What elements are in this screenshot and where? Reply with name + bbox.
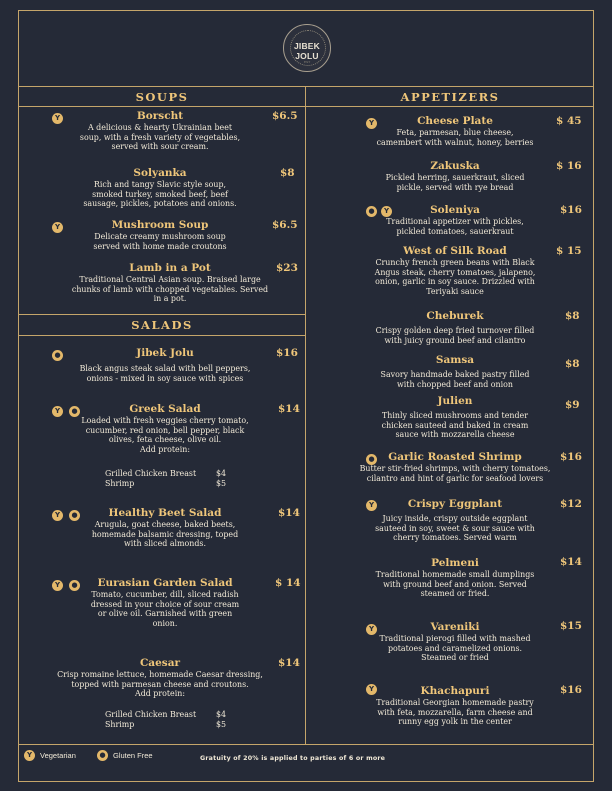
- menu-item-mushroom-soup: [45, 219, 275, 251]
- item-price: $16: [276, 347, 298, 359]
- item-desc-line: chicken sauteed and baked in cream: [381, 420, 529, 430]
- section-title-soups: SOUPS: [135, 90, 189, 104]
- item-name: West of Silk Road: [403, 245, 507, 257]
- item-price: $14: [278, 657, 300, 669]
- item-desc-line: Loaded with fresh veggies cherry tomato,: [81, 416, 249, 425]
- section-title-appetizers: APPETIZERS: [400, 90, 500, 104]
- logo-subtext: EST: [303, 60, 311, 64]
- item-desc-line: in a pot.: [153, 294, 187, 304]
- item-desc-line: Add protein:: [140, 444, 190, 454]
- item-desc-line: potatoes and caramelized onions.: [387, 643, 523, 653]
- legend-gluten-free-label: Gluten Free: [113, 751, 153, 760]
- item-desc-line: sauteed in soy, sweet & sour sauce with: [375, 523, 535, 533]
- menu-item-jibek-jolu: [45, 347, 285, 383]
- item-name: Jibek Jolu: [136, 347, 194, 359]
- gluten-free-icon: ●: [97, 750, 108, 761]
- item-price: $8: [280, 167, 295, 179]
- item-price: $14: [278, 507, 300, 519]
- menu-item-caesar: [35, 657, 285, 699]
- item-desc-line: Rich and tangy Slavic style soup,: [93, 180, 227, 189]
- item-desc-line: onion, garlic in soy sauce. Drizzled with: [375, 277, 535, 287]
- item-desc-line: cherry tomatoes. Served warm: [393, 533, 517, 543]
- item-name: Healthy Beet Salad: [108, 507, 222, 519]
- item-desc-line: Traditional appetizer with pickles,: [386, 217, 524, 226]
- item-price: $16: [560, 204, 582, 216]
- item-name: Borscht: [136, 110, 184, 122]
- menu-item-west-of-silk-road: [335, 245, 575, 296]
- item-desc-line: chunks of lamb with chopped vegetables. Served: [71, 284, 269, 294]
- item-name: Julien: [437, 395, 473, 407]
- item-desc-line: runny egg yolk in the center: [398, 717, 512, 727]
- item-name: Samsa: [435, 354, 475, 366]
- menu-item-samsa: [340, 354, 570, 389]
- item-desc-line: pickled tomatoes, sauerkraut: [396, 226, 514, 236]
- item-desc-line: dressed in your choice of sour cream: [90, 599, 240, 609]
- addon-price: $5: [216, 720, 227, 729]
- vegetarian-icon: Y: [381, 206, 392, 217]
- item-desc-line: Add protein:: [135, 689, 185, 699]
- menu-item-solyanka: [45, 167, 275, 209]
- item-price: $8: [565, 358, 580, 370]
- item-name: Caesar: [139, 657, 181, 669]
- addon-price: $4: [216, 710, 227, 719]
- addon-label: Grilled Chicken Breast: [105, 710, 197, 719]
- item-desc-line: camembert with walnut, honey, berries: [376, 137, 534, 147]
- logo-text: JIBEK JOLU: [293, 41, 321, 61]
- vegetarian-icon: Y: [52, 510, 63, 521]
- item-desc-line: A delicious & hearty Ukrainian beet: [87, 123, 233, 132]
- vegetarian-icon: Y: [366, 684, 377, 695]
- item-desc-line: Butter stir-fried shrimps, with cherry tomatoes,: [359, 464, 551, 473]
- addon-label: Shrimp: [105, 720, 135, 729]
- item-desc-line: Arugula, goat cheese, baked beets,: [94, 520, 236, 529]
- item-desc-line: sauce with mozzarella cheese: [395, 430, 515, 440]
- vegetarian-icon: Y: [52, 406, 63, 417]
- column-divider: [305, 86, 306, 744]
- item-price: $16: [560, 684, 582, 696]
- menu-item-cheese-plate: [340, 115, 570, 147]
- restaurant-logo: [283, 24, 331, 72]
- menu-item-vareniki: [340, 621, 570, 663]
- item-name: Cheese Plate: [417, 115, 493, 127]
- item-desc-line: onion.: [152, 618, 178, 628]
- item-desc-line: cilantro and hint of garlic for seafood lovers: [366, 473, 544, 483]
- vegetarian-icon: Y: [366, 624, 377, 635]
- item-desc-line: homemade balsamic dressing, toped: [91, 529, 239, 539]
- item-desc-line: served with sour cream.: [111, 142, 209, 152]
- vegetarian-icon: Y: [366, 500, 377, 511]
- item-desc-line: with juicy ground beef and cilantro: [384, 335, 526, 345]
- item-desc-line: Savory handmade baked pastry filled: [380, 370, 530, 379]
- section-title-salads: SALADS: [131, 318, 193, 332]
- addon-label: Shrimp: [105, 479, 135, 488]
- item-name: Solyanka: [133, 167, 187, 179]
- item-price: $23: [276, 262, 298, 274]
- item-desc-line: cucumber, red onion, bell pepper, black: [85, 425, 245, 435]
- item-desc-line: with sliced almonds.: [124, 539, 206, 549]
- menu-item-julien: [340, 395, 570, 440]
- vegetarian-icon: Y: [366, 118, 377, 129]
- menu-item-soleniya: [340, 204, 570, 236]
- gluten-free-icon: ●: [366, 206, 377, 217]
- item-name: Cheburek: [426, 310, 484, 322]
- item-name: Mushroom Soup: [111, 219, 209, 231]
- item-desc-line: served with home made croutons: [93, 241, 227, 251]
- item-name: Vareniki: [430, 621, 480, 633]
- item-name: Garlic Roasted Shrimp: [388, 451, 522, 463]
- menu-item-crispy-eggplant: [340, 498, 570, 543]
- menu-item-healthy-beet-salad: [45, 507, 285, 549]
- item-desc-line: olives, feta cheese, olive oil.: [108, 435, 222, 445]
- item-price: $6.5: [272, 219, 298, 231]
- item-price: $8: [565, 310, 580, 322]
- item-name: Pelmeni: [431, 557, 479, 569]
- menu-item-eurasian-garden-salad: [45, 577, 285, 628]
- item-desc-line: with feta, mozzarella, farm cheese and: [377, 707, 533, 717]
- gluten-free-icon: ●: [69, 580, 80, 591]
- item-desc-line: Black angus steak salad with bell peppers,: [79, 364, 251, 373]
- item-name: Crispy Eggplant: [407, 498, 503, 510]
- item-desc-line: Feta, parmesan, blue cheese,: [396, 128, 514, 137]
- item-desc-line: Traditional homemade small dumplings: [375, 570, 535, 579]
- item-price: $14: [560, 556, 582, 568]
- vegetarian-icon: Y: [52, 580, 63, 591]
- item-desc-line: Delicate creamy mushroom soup: [94, 232, 226, 241]
- vegetarian-icon: Y: [52, 113, 63, 124]
- item-desc-line: Teriyaki sauce: [426, 286, 484, 296]
- header-divider: [18, 86, 594, 87]
- item-desc-line: with ground beef and onion. Served: [383, 579, 527, 589]
- menu-item-khachapuri: [340, 685, 570, 727]
- item-name: Eurasian Garden Salad: [97, 577, 233, 589]
- item-desc-line: onions - mixed in soy sauce with spices: [86, 373, 244, 383]
- item-desc-line: pickle, served with rye bread: [396, 182, 514, 192]
- item-desc-line: Crunchy french green beans with Black: [375, 258, 535, 267]
- item-desc-line: Traditional Georgian homemade pastry: [376, 698, 534, 707]
- item-desc-line: Juicy inside, crispy outside eggplant: [382, 514, 528, 523]
- item-desc-line: Traditional Central Asian soup. Braised large: [79, 275, 261, 284]
- item-desc-line: or olive oil. Garnished with green: [97, 609, 233, 619]
- item-desc-line: Tomato, cucumber, dill, sliced radish: [91, 590, 239, 599]
- gluten-free-icon: ●: [69, 510, 80, 521]
- menu-item-pelmeni: [340, 557, 570, 599]
- item-name: Lamb in a Pot: [129, 262, 211, 274]
- item-desc-line: Steamed or fried: [421, 653, 489, 663]
- item-price: $15: [560, 620, 582, 632]
- item-price: $ 15: [556, 245, 582, 257]
- soups-salads-divider-bottom: [18, 335, 306, 336]
- menu-item-garlic-roasted-shrimp: [335, 451, 575, 483]
- item-price: $12: [560, 498, 582, 510]
- menu-item-greek-salad: [45, 403, 285, 454]
- item-price: $16: [560, 451, 582, 463]
- item-price: $9: [565, 399, 580, 411]
- soups-salads-divider-top: [18, 314, 306, 315]
- item-price: $ 45: [556, 115, 582, 127]
- gluten-free-icon: ●: [69, 406, 80, 417]
- item-price: $6.5: [272, 110, 298, 122]
- item-desc-line: Crispy golden deep fried turnover filled: [375, 326, 535, 335]
- menu-item-cheburek: [340, 310, 570, 345]
- item-desc-line: soup, with a fresh variety of vegetables,: [79, 132, 241, 142]
- menu-item-zakuska: [340, 160, 570, 192]
- item-name: Soleniya: [430, 204, 480, 216]
- item-price: $ 14: [275, 577, 301, 589]
- item-name: Zakuska: [430, 160, 480, 172]
- menu-item-borscht: [45, 110, 275, 152]
- item-desc-line: sausage, pickles, potatoes and onions.: [83, 199, 237, 209]
- gratuity-note: Gratuity of 20% is applied to parties of 6 or more: [200, 755, 386, 762]
- addon-price: $5: [216, 479, 227, 488]
- item-price: $14: [278, 403, 300, 415]
- item-desc-line: topped with parmesan cheese and croutons.: [71, 679, 249, 689]
- section-header-divider: [18, 106, 594, 107]
- item-desc-line: steamed or fried.: [420, 589, 490, 599]
- footer-divider: [18, 744, 594, 745]
- addon-label: Grilled Chicken Breast: [105, 469, 197, 478]
- gluten-free-icon: ●: [52, 350, 63, 361]
- item-name: Greek Salad: [129, 403, 201, 415]
- item-desc-line: Crisp romaine lettuce, homemade Caesar dressing,: [57, 670, 263, 679]
- vegetarian-icon: Y: [24, 750, 35, 761]
- item-desc-line: Traditional pierogi filled with mashed: [379, 634, 531, 643]
- item-desc-line: smoked turkey, smoked beef, beef: [92, 189, 228, 199]
- gluten-free-icon: ●: [366, 454, 377, 465]
- legend-vegetarian-label: Vegetarian: [40, 751, 76, 760]
- item-desc-line: with chopped beef and onion: [397, 379, 513, 389]
- item-desc-line: Pickled herring, sauerkraut, sliced: [385, 173, 525, 182]
- item-price: $ 16: [556, 160, 582, 172]
- item-desc-line: Thinly sliced mushrooms and tender: [382, 411, 528, 420]
- menu-item-lamb-in-a-pot: [45, 262, 295, 304]
- vegetarian-icon: Y: [52, 222, 63, 233]
- item-desc-line: Angus steak, cherry tomatoes, jalapeno,: [374, 267, 536, 277]
- item-name: Khachapuri: [420, 685, 490, 697]
- addon-price: $4: [216, 469, 227, 478]
